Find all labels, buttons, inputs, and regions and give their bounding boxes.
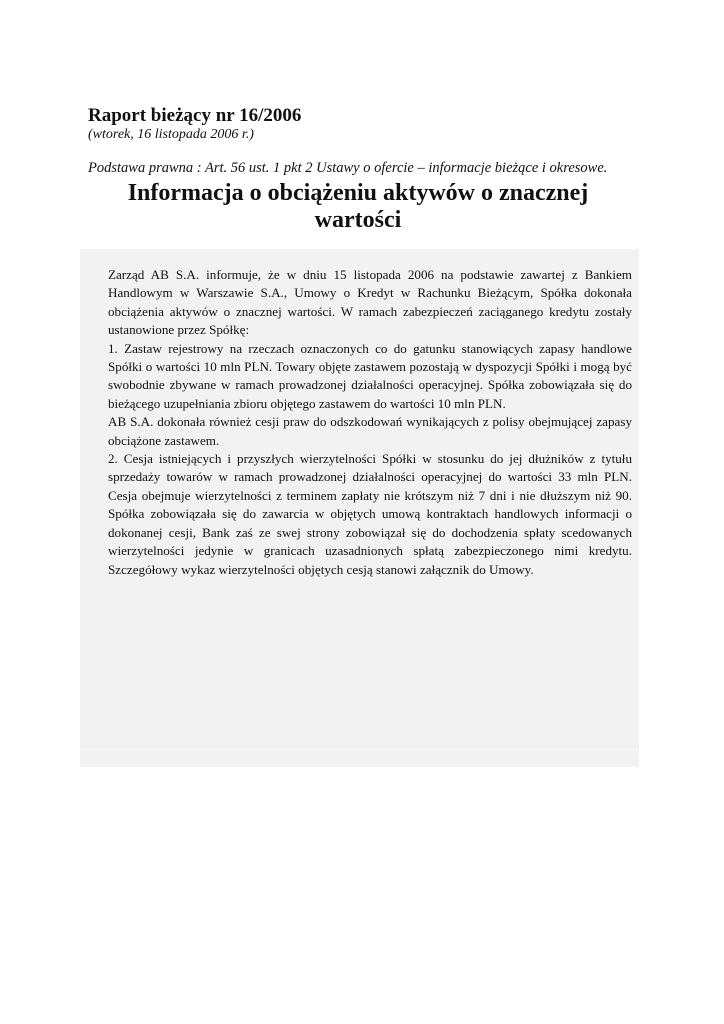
legal-basis: Podstawa prawna : Art. 56 ust. 1 pkt 2 Ustawy o ofercie – informacje bieżące i okresowe. [88,160,608,176]
report-date: (wtorek, 16 listopada 2006 r.) [88,127,254,142]
report-body [108,266,632,579]
body-paragraph-intro: Zarząd AB S.A. informuje, że w dniu 15 listopada 2006 na podstawie zawartej z Bankiem Handlowym w Warszawie S.A., Umowy o Kredyt w Rachunku Bieżącym, Spółka dokonała obciążenia aktywów o znacznej wartości. W ramach zabezpieczeń zaciąganego kredytu zostały ustanowione przez Spółkę: [108,267,632,338]
report-title: Raport bieżący nr 16/2006 [88,105,302,126]
body-paragraph-pledge: 1. Zastaw rejestrowy na rzeczach oznaczonych co do gatunku stanowiących zapasy handlowe Spółki o wartości 10 mln PLN. Towary objęte zastawem pozostają w dyspozycji Spółki i mogą być swobodnie zbywane w ramach prowadzonej działalności operacyjnej. Spółka zobowiązała się do bieżącego uzupełniania zbioru objętego zastawem do wartości 10 mln PLN. [108,340,632,411]
panel-divider [80,749,639,750]
body-paragraph-insurance: AB S.A. dokonała również cesji praw do odszkodowań wynikających z polisy obejmującej zapasy obciążone zastawem. [108,414,632,448]
main-heading: Informacja o obciążeniu aktywów o znacznej wartości [127,180,589,233]
body-paragraph-assignment: 2. Cesja istniejących i przyszłych wierzytelności Spółki w stosunku do jej dłużników z tytułu sprzedaży towarów w ramach prowadzonej działalności operacyjnej do wartości 33 mln PLN. Cesja obejmuje wierzytelności z terminem zapłaty nie krótszym niż 7 dni i nie dłuższym niż 90. Spółka zobowiązała się do zawarcia w objętych umową kontraktach handlowych informacji o dokonanej cesji, Bank zaś ze swej strony zobowiązał się do dochodzenia spłaty scedowanych wierzytelności jedynie w granicach uzasadnionych spłatą zabezpieczonego nimi kredytu. Szczegółowy wykaz wierzytelności objętych cesją stanowi załącznik do Umowy. [108,451,632,577]
